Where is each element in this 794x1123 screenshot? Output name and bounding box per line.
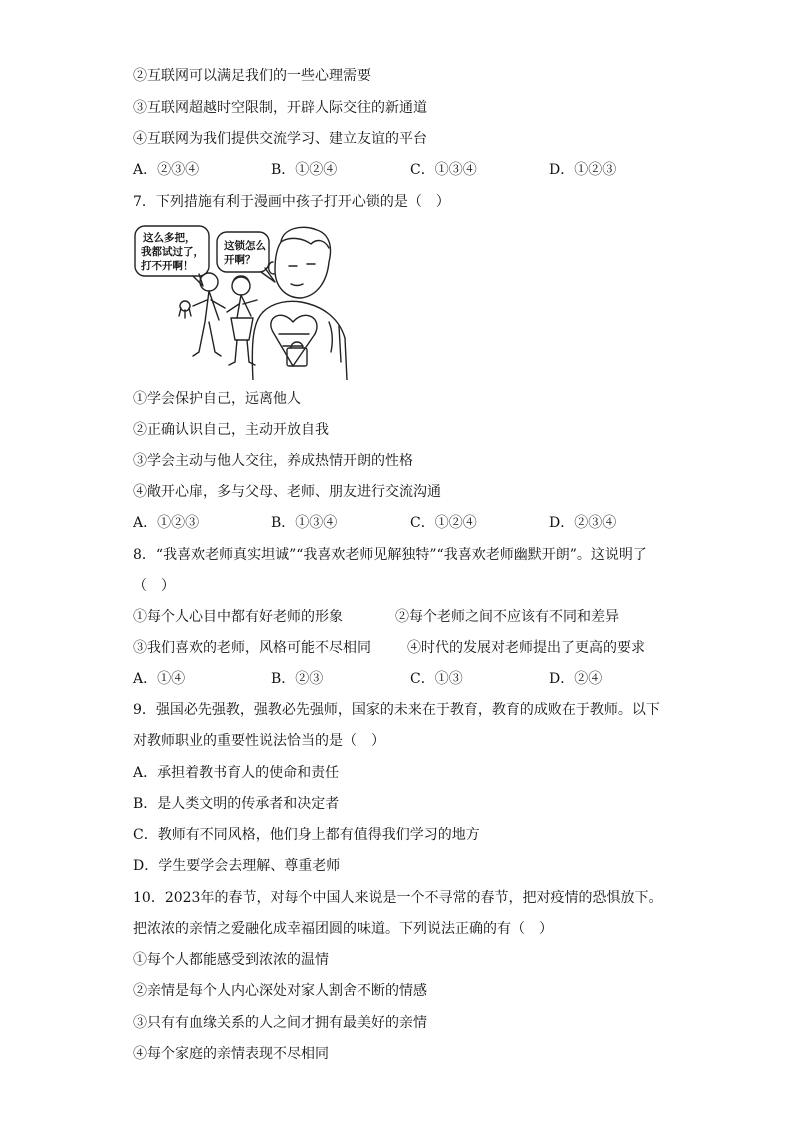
q10-item-4: ④每个家庭的亲情表现不尽相同 bbox=[133, 1046, 329, 1062]
q9-option-a[interactable]: A．承担着教书育人的使命和责任 bbox=[133, 765, 340, 781]
q7-item-1: ①学会保护自己，远离他人 bbox=[133, 391, 301, 407]
q7-option-a[interactable]: A．①②③ bbox=[133, 515, 200, 531]
q9-option-c[interactable]: C．教师有不同风格，他们身上都有值得我们学习的地方 bbox=[133, 827, 480, 843]
bubble-right-line-2: 开啊？ bbox=[224, 254, 256, 266]
child-figure-1 bbox=[200, 273, 218, 291]
q6-item-4: ④互联网为我们提供交流学习、建立友谊的平台 bbox=[133, 131, 427, 147]
q7-stem: 7．下列措施有利于漫画中孩子打开心锁的是（ ） bbox=[133, 194, 450, 210]
q6-option-c[interactable]: C．①③④ bbox=[410, 162, 477, 178]
q7-option-d[interactable]: D．②③④ bbox=[549, 515, 617, 531]
q10-item-1: ①每个人都能感受到浓浓的温情 bbox=[133, 952, 329, 968]
q10-stem-line-2: 把浓浓的亲情之爱融化成幸福团圆的味道。下列说法正确的有（ ） bbox=[133, 921, 553, 937]
q8-item-1: ①每个人心目中都有好老师的形象 bbox=[133, 609, 343, 625]
q6-option-d[interactable]: D．①②③ bbox=[549, 162, 617, 178]
q7-cartoon-image bbox=[133, 222, 351, 380]
bubble-left-line-3: 打不开啊！ bbox=[141, 260, 194, 272]
q6-item-2: ②互联网可以满足我们的一些心理需要 bbox=[133, 68, 371, 84]
adult-figure bbox=[275, 227, 331, 298]
q8-stem-line-2: （ ） bbox=[133, 578, 175, 594]
q9-option-d[interactable]: D．学生要学会去理解、尊重老师 bbox=[133, 858, 341, 874]
q10-item-2: ②亲情是每个人内心深处对家人割舍不断的情感 bbox=[133, 983, 427, 999]
child-figure-2 bbox=[232, 277, 250, 295]
bubble-left-line-1: 这么多把， bbox=[143, 232, 196, 244]
q6-option-a[interactable]: A．②③④ bbox=[133, 162, 200, 178]
q9-stem-line-1: 9．强国必先强教，强教必先强师，国家的未来在于教育，教育的成败在于教师。以下 bbox=[133, 702, 660, 718]
q6-option-b[interactable]: B．①②④ bbox=[271, 162, 338, 178]
q10-item-3: ③只有有血缘关系的人之间才拥有最美好的亲情 bbox=[133, 1015, 427, 1031]
q7-item-4: ④敞开心扉，多与父母、老师、朋友进行交流沟通 bbox=[133, 484, 441, 500]
q7-item-3: ③学会主动与他人交往，养成热情开朗的性格 bbox=[133, 453, 413, 469]
q9-option-b[interactable]: B．是人类文明的传承者和决定者 bbox=[133, 796, 340, 812]
q8-item-2: ②每个老师之间不应该有不同和差异 bbox=[395, 609, 619, 625]
bubble-right-line-1: 这锁怎么 bbox=[224, 240, 266, 252]
speech-bubble-right bbox=[217, 232, 269, 272]
q8-option-c[interactable]: C．①③ bbox=[410, 671, 463, 687]
q8-stem-line-1: 8．“我喜欢老师真实坦诚”“我喜欢老师见解独特”“我喜欢老师幽默开朗”。这说明了 bbox=[133, 547, 647, 563]
q6-item-3: ③互联网超越时空限制，开辟人际交往的新通道 bbox=[133, 100, 427, 116]
q8-option-d[interactable]: D．②④ bbox=[549, 671, 603, 687]
q7-option-c[interactable]: C．①②④ bbox=[410, 515, 477, 531]
q8-option-b[interactable]: B．②③ bbox=[271, 671, 324, 687]
q8-item-3: ③我们喜欢的老师，风格可能不尽相同 bbox=[133, 640, 371, 656]
heart-lock bbox=[271, 315, 317, 366]
q8-option-a[interactable]: A．①④ bbox=[133, 671, 186, 687]
bubble-left-line-2: 我都试过了， bbox=[141, 246, 204, 258]
q10-stem-line-1: 10．2023年的春节，对每个中国人来说是一个不寻常的春节，把对疫情的恐惧放下。 bbox=[133, 890, 663, 906]
q9-stem-line-2: 对教师职业的重要性说法恰当的是（ ） bbox=[133, 733, 385, 749]
q7-option-b[interactable]: B．①③④ bbox=[271, 515, 338, 531]
q7-item-2: ②正确认识自己，主动开放自我 bbox=[133, 422, 329, 438]
q8-item-4: ④时代的发展对老师提出了更高的要求 bbox=[407, 640, 645, 656]
